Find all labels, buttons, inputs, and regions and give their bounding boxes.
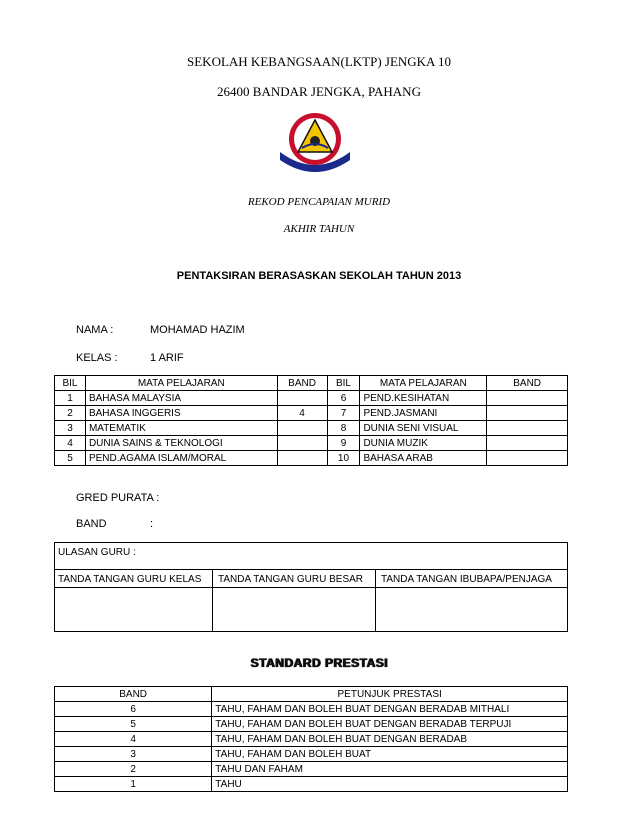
assessment-title: PENTAKSIRAN BERASASKAN SEKOLAH TAHUN 2013 [176,270,462,282]
col-header-subject: MATA PELAJARAN [85,376,277,391]
bil-cell: 8 [327,421,360,436]
table-row [55,747,568,762]
divider [55,587,567,588]
class-teacher-signature-label: TANDA TANGAN GURU KELAS [58,574,202,585]
school-crest-icon [272,108,358,174]
divider [212,569,213,631]
band-cell [487,436,568,451]
band-cell: 6 [55,702,212,717]
band-cell: 1 [55,777,212,792]
col-header-band: BAND [487,376,568,391]
indicator-cell: TAHU [212,777,568,792]
band-label: BAND [76,518,107,530]
bil-cell: 3 [55,421,86,436]
indicator-cell: TAHU, FAHAM DAN BOLEH BUAT DENGAN BERADAB MITHALI [212,702,568,717]
table-row [55,732,568,747]
col-header-subject: MATA PELAJARAN [360,376,487,391]
bil-cell: 5 [55,451,86,466]
table-row [55,406,568,421]
band-cell: 5 [55,717,212,732]
table-row [55,762,568,777]
band-colon: : [150,518,154,530]
bil-cell: 10 [327,451,360,466]
band-cell: 2 [55,762,212,777]
class-label: KELAS : [76,352,118,364]
subject-cell: PEND.JASMANI [360,406,487,421]
report-title: REKOD PENCAPAIAN MURID [247,196,391,208]
subject-cell: PEND.KESIHATAN [360,391,487,406]
col-header-band: BAND [277,376,327,391]
standard-header-row [55,687,568,702]
divider [375,569,376,631]
name-value: MOHAMAD HAZIM [150,324,245,336]
band-cell [487,421,568,436]
band-cell: 3 [55,747,212,762]
bil-cell: 9 [327,436,360,451]
remarks-signature-box [54,542,568,632]
report-subtitle: AKHIR TAHUN [283,223,355,235]
indicator-cell: TAHU, FAHAM DAN BOLEH BUAT DENGAN BERADAB [212,732,568,747]
subject-cell: BAHASA MALAYSIA [85,391,277,406]
bil-cell: 2 [55,406,86,421]
subject-cell: BAHASA ARAB [360,451,487,466]
subjects-header-row [55,376,568,391]
standard-table [54,686,568,792]
table-row [55,717,568,732]
parent-signature-label: TANDA TANGAN IBUBAPA/PENJAGA [381,574,552,585]
band-cell [277,451,327,466]
headmaster-signature-label: TANDA TANGAN GURU BESAR [218,574,364,585]
band-cell [487,451,568,466]
bil-cell: 6 [327,391,360,406]
col-header-bil: BIL [55,376,86,391]
col-header-indicator: PETUNJUK PRESTASI [212,687,568,702]
col-header-bil: BIL [327,376,360,391]
band-cell [277,391,327,406]
table-row [55,702,568,717]
subject-cell: MATEMATIK [85,421,277,436]
grade-average-label: GRED PURATA : [76,492,160,504]
divider [55,569,567,570]
subject-cell: PEND.AGAMA ISLAM/MORAL [85,451,277,466]
band-cell [487,406,568,421]
band-cell: 4 [277,406,327,421]
indicator-cell: TAHU DAN FAHAM [212,762,568,777]
bil-cell: 1 [55,391,86,406]
bil-cell: 4 [55,436,86,451]
band-cell: 4 [55,732,212,747]
table-row [55,436,568,451]
subject-cell: DUNIA SAINS & TEKNOLOGI [85,436,277,451]
standard-title: STANDARD PRESTASI [250,656,388,670]
name-label: NAMA : [76,324,114,336]
table-row [55,421,568,436]
subject-cell: DUNIA SENI VISUAL [360,421,487,436]
band-cell [277,436,327,451]
col-header-band: BAND [55,687,212,702]
band-cell [487,391,568,406]
table-row [55,391,568,406]
teacher-comment-label: ULASAN GURU : [58,547,136,558]
subjects-table [54,375,568,466]
class-value: 1 ARIF [150,352,184,364]
indicator-cell: TAHU, FAHAM DAN BOLEH BUAT DENGAN BERADAB TERPUJI [212,717,568,732]
school-address: 26400 BANDAR JENGKA, PAHANG [217,84,421,99]
table-row [55,451,568,466]
band-cell [277,421,327,436]
table-row [55,777,568,792]
indicator-cell: TAHU, FAHAM DAN BOLEH BUAT [212,747,568,762]
school-name: SEKOLAH KEBANGSAAN(LKTP) JENGKA 10 [187,54,451,69]
subject-cell: BAHASA INGGERIS [85,406,277,421]
subject-cell: DUNIA MUZIK [360,436,487,451]
bil-cell: 7 [327,406,360,421]
